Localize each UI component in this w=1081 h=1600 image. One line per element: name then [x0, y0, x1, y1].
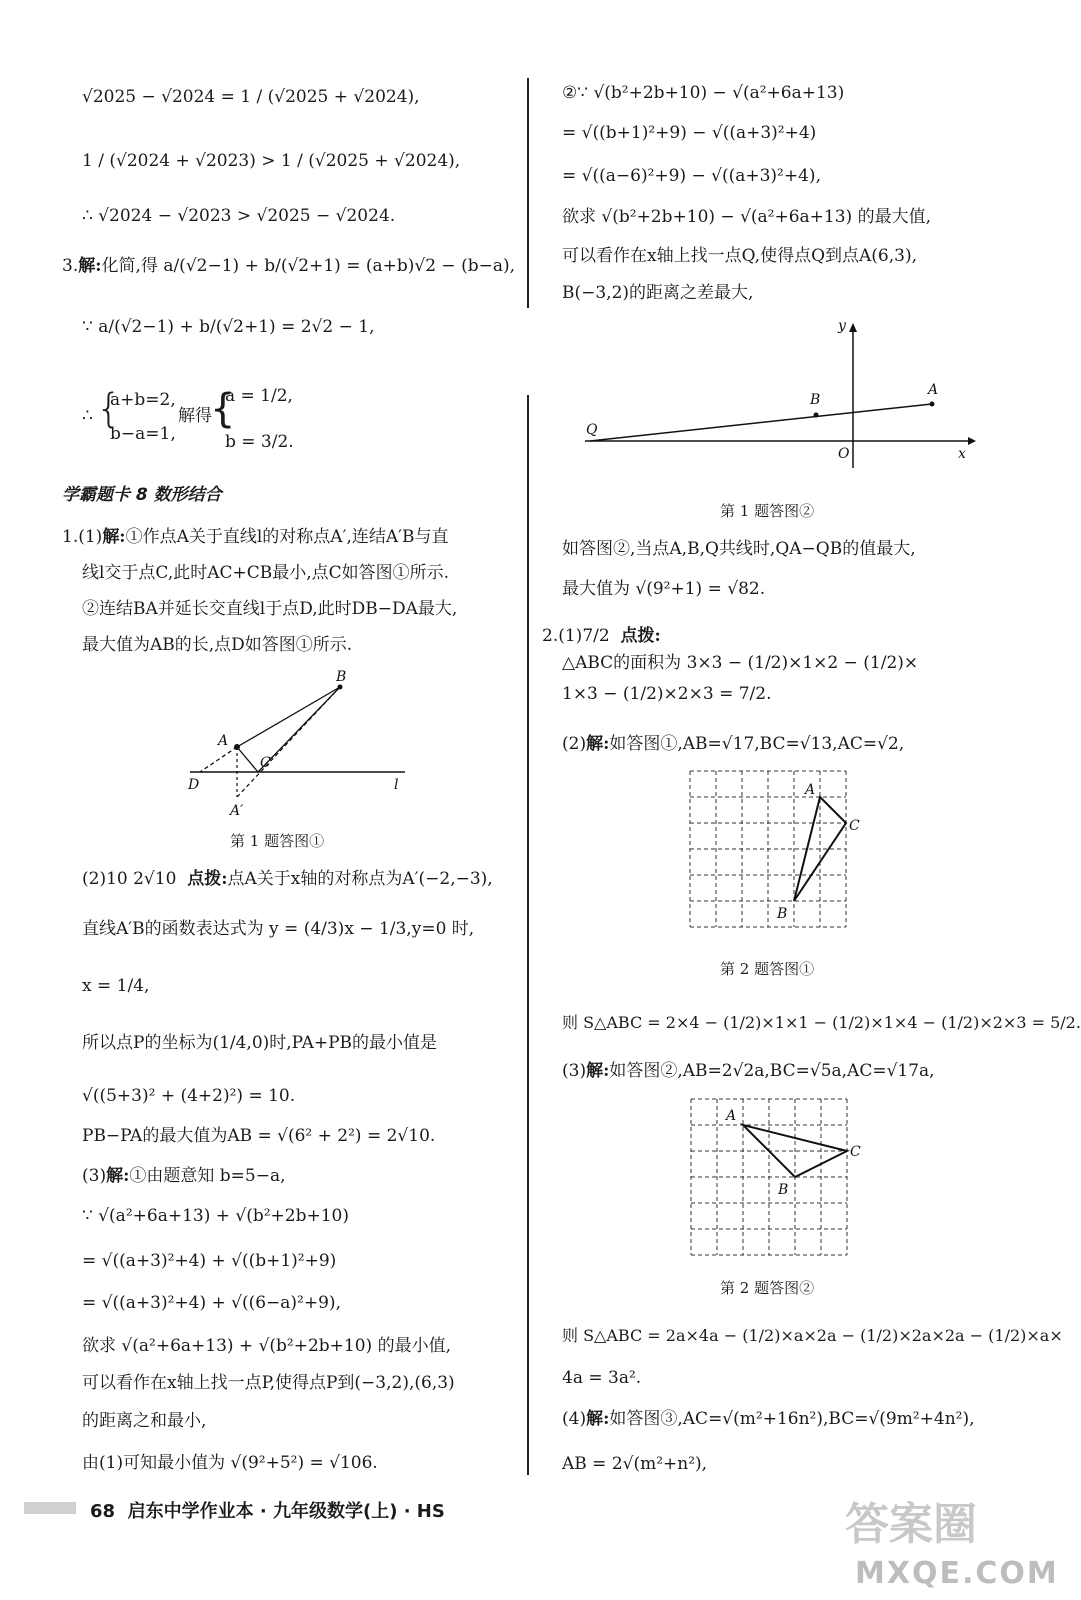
fig2-label-y: y: [838, 318, 846, 334]
q2b-line-1: [562, 733, 904, 755]
p1-line-1: [62, 526, 448, 548]
q3-text: 化简,得 a/(√2−1) + b/(√2+1) = (a+b)√2 − (b−a),: [101, 256, 516, 276]
fig2-label-B: B: [810, 392, 821, 408]
p2-text-1: 点A关于x轴的对称点为A′(−2,−3),: [227, 869, 493, 889]
figure-4-grid-diagram: [686, 1094, 876, 1264]
fig3-label-A: A: [805, 782, 816, 798]
figure-2-caption: 第 1 题答图②: [720, 502, 815, 520]
sys-eq-1: a+b=2,: [110, 390, 176, 410]
figure-1-caption: 第 1 题答图①: [230, 832, 325, 850]
q2-line-1: [542, 625, 661, 647]
p2-line-3: x = 1/4,: [82, 976, 150, 996]
q2b-line-2: 则 S△ABC = 2×4 − (1/2)×1×1 − (1/2)×1×4 − (1/2)×2×3 = 5/2.: [562, 1013, 1081, 1032]
q2c-line-3: 4a = 3a².: [562, 1368, 642, 1388]
p3-line-8: 由(1)可知最小值为 √(9²+5²) = √106.: [82, 1453, 378, 1473]
figure-3-caption: 第 2 题答图①: [720, 960, 815, 978]
q2-hint-label: 点拨:: [620, 626, 661, 646]
fig1-label-A-prime: A′: [230, 803, 244, 819]
q2b-text-1: 如答图①,AB=√17,BC=√13,AC=√2,: [609, 734, 905, 754]
p1-line-4: 最大值为AB的长,点D如答图①所示.: [82, 635, 353, 655]
figure-3-grid-diagram: [685, 766, 875, 936]
figure-4-caption: 第 2 题答图②: [720, 1279, 815, 1297]
r-line-4: 欲求 √(b²+2b+10) − √(a²+6a+13) 的最大值,: [562, 207, 931, 227]
p1-number: 1.(1): [62, 527, 103, 547]
eq-line-3: ∴ √2024 − √2023 > √2025 − √2024.: [82, 206, 396, 226]
solve-label: 解得: [178, 406, 212, 426]
fig2-label-O: O: [838, 446, 850, 462]
q2c-text-1: 如答图②,AB=2√2a,BC=√5a,AC=√17a,: [609, 1061, 935, 1081]
therefore-symbol: ∴: [82, 406, 93, 426]
p3-line-5: 欲求 √(a²+6a+13) + √(b²+2b+10) 的最小值,: [82, 1336, 451, 1356]
q2-text-1: △ABC的面积为 3×3 − (1/2)×1×2 − (1/2)×: [562, 653, 919, 673]
eq-line-1: √2025 − √2024 = 1 / (√2025 + √2024),: [82, 87, 420, 107]
column-divider-top: [527, 78, 529, 308]
q2d-line-2: AB = 2√(m²+n²),: [562, 1454, 708, 1474]
q2c-label: 解:: [586, 1061, 610, 1081]
figure-2-diagram: [580, 318, 980, 468]
q3-number: 3.: [62, 256, 79, 276]
brace-right: {: [210, 386, 236, 432]
p2-answers: (2)10 2√10: [82, 869, 177, 889]
p3-label: 解:: [106, 1166, 130, 1186]
p3-line-head: [82, 1165, 286, 1187]
p3-text-1: ①由题意知 b=5−a,: [129, 1166, 286, 1186]
p3-line-3: = √((a+3)²+4) + √((b+1)²+9): [82, 1251, 337, 1271]
fig1-label-C: C: [260, 755, 271, 771]
q2d-text-1: 如答图③,AC=√(m²+16n²),BC=√(9m²+4n²),: [609, 1409, 975, 1429]
p2-line-4: 所以点P的坐标为(1/4,0)时,PA+PB的最小值是: [82, 1033, 438, 1053]
column-divider-bottom: [527, 395, 529, 1475]
p3-line-7: 的距离之和最小,: [82, 1411, 207, 1431]
fig3-label-C: C: [849, 818, 860, 834]
q2-number: 2.(1): [542, 626, 583, 646]
page-number: 68: [90, 1501, 116, 1522]
r-line-7: 如答图②,当点A,B,Q共线时,QA−QB的值最大,: [562, 539, 916, 559]
q2c-number: (3): [562, 1061, 587, 1081]
brace-left: {: [96, 386, 122, 432]
q2d-line-1: [562, 1408, 975, 1430]
p2-line-2: 直线A′B的函数表达式为 y = (4/3)x − 1/3,y=0 时,: [82, 919, 475, 939]
q3-line-1: [62, 255, 515, 277]
r-line-6: B(−3,2)的距离之差最大,: [562, 283, 754, 303]
q2b-label: 解:: [586, 734, 610, 754]
fig1-label-A: A: [218, 733, 229, 749]
figure-1-diagram: [180, 665, 420, 825]
p3-number: (3): [82, 1166, 107, 1186]
fig4-label-C: C: [850, 1144, 861, 1160]
p1-line-2: 线l交于点C,此时AC+CB最小,点C如答图①所示.: [82, 563, 450, 583]
fig1-label-l: l: [394, 777, 399, 793]
fig4-label-B: B: [778, 1182, 789, 1198]
book-title: 启东中学作业本 · 九年级数学(上) · HS: [127, 1501, 445, 1522]
res-2: b = 3/2.: [225, 432, 294, 452]
q2d-label: 解:: [586, 1409, 610, 1429]
fig3-label-B: B: [777, 906, 788, 922]
q2-text-2: 1×3 − (1/2)×2×3 = 7/2.: [562, 684, 772, 704]
p3-line-6: 可以看作在x轴上找一点P,使得点P到(−3,2),(6,3): [82, 1373, 455, 1393]
footer-bar: [24, 1502, 76, 1514]
p1-label: 解:: [102, 527, 126, 547]
fig2-label-x: x: [958, 446, 966, 462]
q2-answer: 7/2: [582, 626, 610, 646]
q2d-number: (4): [562, 1409, 587, 1429]
r-line-2: = √((b+1)²+9) − √((a+3)²+4): [562, 123, 817, 143]
fig2-label-Q: Q: [586, 422, 598, 438]
r-line-8: 最大值为 √(9²+1) = √82.: [562, 579, 766, 599]
p3-line-2: ∵ √(a²+6a+13) + √(b²+2b+10): [82, 1206, 350, 1226]
watermark-logo: 答案圈: [845, 1499, 977, 1550]
r-line-5: 可以看作在x轴上找一点Q,使得点Q到点A(6,3),: [562, 246, 917, 266]
p2-line-6: PB−PA的最大值为AB = √(6² + 2²) = 2√10.: [82, 1126, 436, 1146]
p2-line-5: √((5+3)² + (4+2)²) = 10.: [82, 1086, 296, 1106]
p3-line-4: = √((a+3)²+4) + √((6−a)²+9),: [82, 1293, 341, 1313]
section-title: 学霸题卡 8 数形结合: [62, 485, 222, 505]
q3-label: 解:: [78, 256, 102, 276]
fig1-label-D: D: [188, 777, 200, 793]
q3-line-2: ∵ a/(√2−1) + b/(√2+1) = 2√2 − 1,: [82, 317, 375, 337]
footer: [90, 1497, 445, 1523]
p2-hint-label: 点拨:: [187, 869, 228, 889]
q2c-line-2: 则 S△ABC = 2a×4a − (1/2)×a×2a − (1/2)×2a×2a − (1/2)×a×: [562, 1326, 1063, 1345]
fig4-label-A: A: [726, 1108, 737, 1124]
p2-line-head: [82, 868, 493, 890]
q2b-number: (2): [562, 734, 587, 754]
eq-line-2: 1 / (√2024 + √2023) > 1 / (√2025 + √2024),: [82, 151, 461, 171]
fig2-label-A: A: [928, 382, 939, 398]
q2c-line-1: [562, 1060, 935, 1082]
res-1: a = 1/2,: [225, 386, 293, 406]
fig1-label-B: B: [336, 669, 347, 685]
r-line-1: ②∵ √(b²+2b+10) − √(a²+6a+13): [562, 83, 845, 103]
p1-text-1: ①作点A关于直线l的对称点A′,连结A′B与直: [125, 527, 449, 547]
sys-eq-2: b−a=1,: [110, 424, 176, 444]
r-line-3: = √((a−6)²+9) − √((a+3)²+4),: [562, 166, 821, 186]
p1-line-3: ②连结BA并延长交直线l于点D,此时DB−DA最大,: [82, 599, 458, 619]
q3-system: [82, 375, 294, 465]
watermark-url: MXQE.COM: [855, 1556, 1059, 1591]
